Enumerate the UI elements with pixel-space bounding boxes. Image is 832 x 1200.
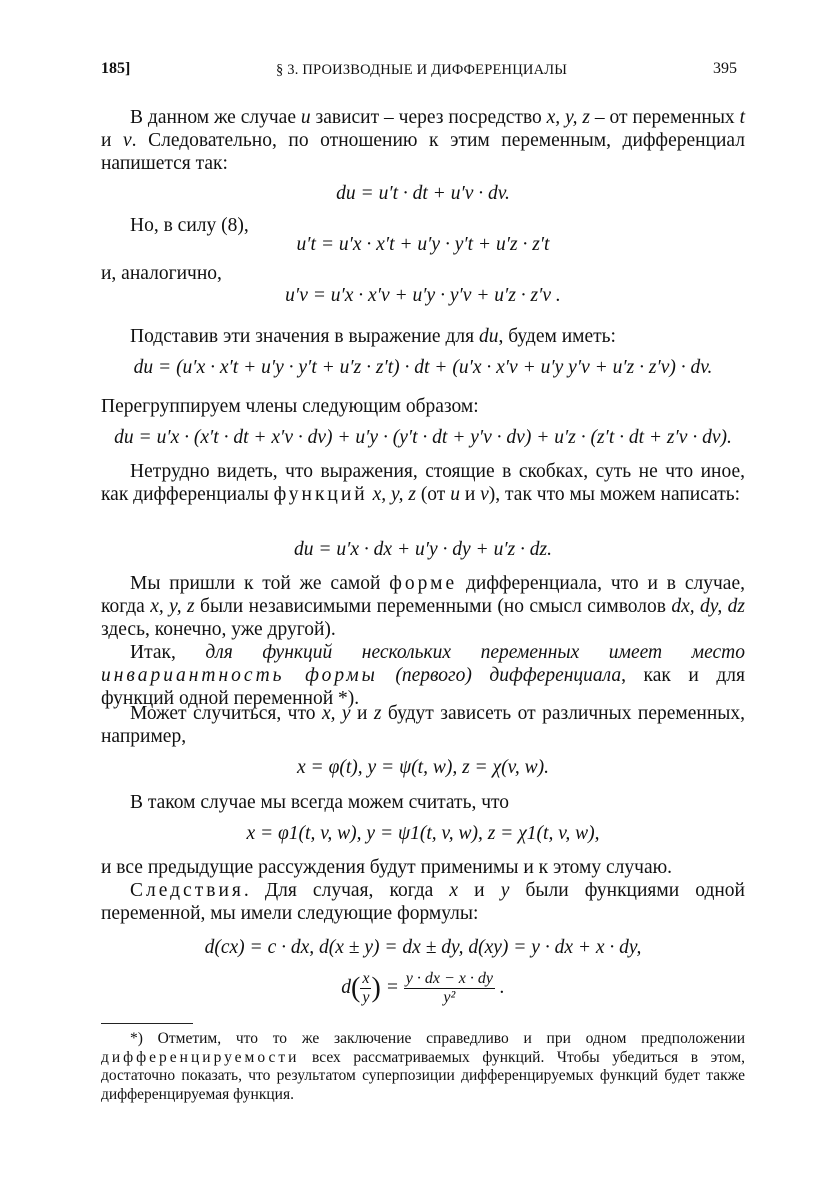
fraction-x-over-y: $\frac{x}{y}$ xyxy=(362,970,370,1006)
equation-du-expanded: du = (u′x · x′t + u′y · y′t + u′z · z′t) · dt + (u′x · x′v + u′y y′v + u′z · z′v) · dv. xyxy=(133,357,713,378)
paragraph-9: Может случиться, что x, y и z будут зависеть от различных переменных, например, xyxy=(101,703,745,747)
equation-rules: d(cx) = c · dx, d(x ± y) = dx ± dy, d(xy) = y · dx + x · dy, xyxy=(204,937,642,958)
paragraph-4: Подставив эти значения в выражение для du, будем иметь: xyxy=(130,326,616,347)
paragraph-8: Итак, для функций нескольких переменных имеет место инвариантность формы (первого) дифференциала, как и для функций одной переменной *). xyxy=(101,642,745,709)
equation-du-regrouped: du = u′x · (x′t · dt + x′v · dv) + u′y · (y′t · dt + y′v · dv) + u′z · (z′t · dt + z′v · dv). xyxy=(114,427,732,448)
equation-xyz-extended: x = φ1(t, v, w), y = ψ1(t, v, w), z = χ1(t, v, w), xyxy=(246,823,600,844)
equation-du: du = u′t · dt + u′v · dv. xyxy=(336,183,510,204)
fraction-quotient-rule: $\frac{y \cdot dx - x \cdot dy}{\text{y²}}$ xyxy=(405,970,493,1006)
running-head: § 3. ПРОИЗВОДНЫЕ И ДИФФЕРЕНЦИАЛЫ xyxy=(276,62,568,78)
paragraph-11: и все предыдущие рассуждения будут применимы и к этому случаю. xyxy=(101,857,673,878)
section-number: 185] xyxy=(101,60,131,77)
paragraph-7: Мы пришли к той же самой форме дифференциала, что и в случае, когда x, y, z были независимыми переменными (но смысл символов dx, dy, dz здесь, конечно, уже другой). xyxy=(101,573,746,640)
paragraph-12: Следствия. Для случая, когда x и y были функциями одной переменной, мы имели следующие формулы: xyxy=(101,880,745,924)
equation-ut: u′t = u′x · x′t + u′y · y′t + u′z · z′t xyxy=(296,234,550,255)
paragraph-1: В данном же случае u зависит – через посредство x, y, z – от переменных t и v. Следовательно, по отношению к этим переменным, дифференциал напишется так: xyxy=(101,107,745,174)
page-number: 395 xyxy=(713,60,737,77)
paragraph-10: В таком случае мы всегда можем считать, что xyxy=(130,792,510,813)
equation-uv: u′v = u′x · x′v + u′y · y′v + u′z · z′v . xyxy=(285,285,561,306)
equation-quotient: d( $\frac{x}{y}$ ) = $\frac{y \cdot dx - x \cdot dy}{\text{y²}}$ . xyxy=(341,970,505,1006)
paragraph-6: Нетрудно видеть, что выражения, стоящие в скобках, суть не что иное, как дифференциалы функций x, y, z (от u и v), так что мы можем написать: xyxy=(101,461,745,505)
equation-xyz: x = φ(t), y = ψ(t, w), z = χ(v, w). xyxy=(297,757,549,778)
paragraph-3: и, аналогично, xyxy=(101,263,222,284)
equation-du-differentials: du = u′x · dx + u′y · dy + u′z · dz. xyxy=(293,539,553,560)
footnote-rule xyxy=(101,1023,193,1024)
paragraph-2: Но, в силу (8), xyxy=(130,215,249,236)
footnote: *) Отметим, что то же заключение справедливо и при одном предположении дифференцируемости всех рассматриваемых функций. Чтобы убедиться в этом, достаточно показать, что результатом суперпозиции дифференцируемых функций будет также дифференцируемая функция. xyxy=(101,1030,745,1103)
paragraph-5: Перегруппируем члены следующим образом: xyxy=(101,396,479,417)
